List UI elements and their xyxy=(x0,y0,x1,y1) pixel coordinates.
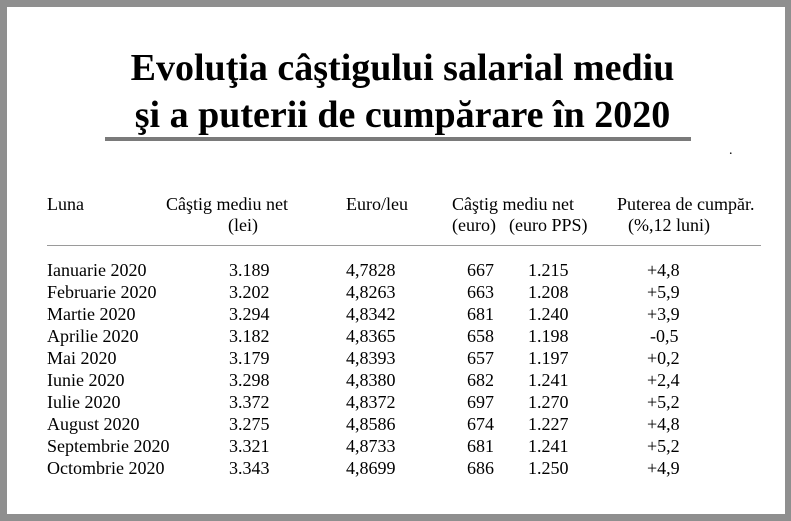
header-putere-clip xyxy=(617,193,760,243)
cell-luna: Februarie 2020 xyxy=(47,282,157,302)
cell-luna: Iulie 2020 xyxy=(47,392,121,412)
cell-lei: 3.372 xyxy=(229,392,270,412)
cell-putere: +2,4 xyxy=(647,370,680,390)
cell-euro-leu: 4,8586 xyxy=(346,414,396,434)
cell-euro-pps: 1.270 xyxy=(528,392,569,412)
title-underline xyxy=(105,137,691,141)
cell-lei: 3.182 xyxy=(229,326,270,346)
cell-putere: +5,9 xyxy=(647,282,680,302)
cell-putere: +3,9 xyxy=(647,304,680,324)
header-luna: Luna xyxy=(47,194,84,214)
cell-euro: 657 xyxy=(467,348,494,368)
cell-euro-pps: 1.198 xyxy=(528,326,569,346)
cell-luna: August 2020 xyxy=(47,414,140,434)
cell-euro-leu: 4,7828 xyxy=(346,260,396,280)
cell-euro: 663 xyxy=(467,282,494,302)
cell-putere: +5,2 xyxy=(647,392,680,412)
cell-euro-leu: 4,8342 xyxy=(346,304,396,324)
cell-lei: 3.343 xyxy=(229,458,270,478)
cell-euro: 697 xyxy=(467,392,494,412)
cell-lei: 3.298 xyxy=(229,370,270,390)
cell-euro: 681 xyxy=(467,304,494,324)
cell-luna: Octombrie 2020 xyxy=(47,458,165,478)
title-line-2: şi a puterii de cumpărare în 2020 xyxy=(134,94,671,136)
cell-euro-pps: 1.241 xyxy=(528,436,569,456)
cell-euro: 681 xyxy=(467,436,494,456)
cell-euro-pps: 1.241 xyxy=(528,370,569,390)
cell-euro: 667 xyxy=(467,260,494,280)
cell-euro: 686 xyxy=(467,458,494,478)
cell-luna: Martie 2020 xyxy=(47,304,136,324)
stray-mark: . xyxy=(729,143,733,158)
cell-euro-leu: 4,8380 xyxy=(346,370,396,390)
cell-luna: Aprilie 2020 xyxy=(47,326,139,346)
cell-euro: 682 xyxy=(467,370,494,390)
title-line-1: Evoluţia câştigului salarial mediu xyxy=(130,47,675,89)
cell-lei: 3.189 xyxy=(229,260,270,280)
header-euro-leu: Euro/leu xyxy=(346,194,408,214)
cell-lei: 3.179 xyxy=(229,348,270,368)
header-putere-line1: Puterea de cumpăr. xyxy=(617,194,755,214)
header-castig-lei-line2: (lei) xyxy=(228,215,258,235)
cell-putere: +0,2 xyxy=(647,348,680,368)
cell-euro-pps: 1.250 xyxy=(528,458,569,478)
cell-euro-pps: 1.208 xyxy=(528,282,569,302)
cell-luna: Mai 2020 xyxy=(47,348,117,368)
header-putere-line2: (%,12 luni) xyxy=(628,215,710,235)
cell-euro-pps: 1.240 xyxy=(528,304,569,324)
cell-euro-pps: 1.227 xyxy=(528,414,569,434)
header-rule xyxy=(47,245,761,246)
cell-putere: +4,8 xyxy=(647,414,680,434)
cell-putere: -0,5 xyxy=(650,326,679,346)
cell-euro-leu: 4,8365 xyxy=(346,326,396,346)
cell-euro-leu: 4,8393 xyxy=(346,348,396,368)
cell-euro-leu: 4,8733 xyxy=(346,436,396,456)
cell-putere: +4,8 xyxy=(647,260,680,280)
cell-euro: 674 xyxy=(467,414,494,434)
cell-euro-leu: 4,8699 xyxy=(346,458,396,478)
cell-euro-pps: 1.215 xyxy=(528,260,569,280)
cell-euro-leu: 4,8263 xyxy=(346,282,396,302)
cell-lei: 3.321 xyxy=(229,436,270,456)
cell-euro-leu: 4,8372 xyxy=(346,392,396,412)
header-castig-euro-line2a: (euro) xyxy=(452,215,496,235)
cell-euro-pps: 1.197 xyxy=(528,348,569,368)
cell-putere: +5,2 xyxy=(647,436,680,456)
cell-lei: 3.275 xyxy=(229,414,270,434)
header-castig-euro-line1: Câştig mediu net xyxy=(452,194,574,214)
page-title xyxy=(7,45,791,139)
header-castig-lei-line1: Câştig mediu net xyxy=(166,194,288,214)
cell-luna: Septembrie 2020 xyxy=(47,436,170,456)
cell-luna: Iunie 2020 xyxy=(47,370,125,390)
cell-putere: +4,9 xyxy=(647,458,680,478)
cell-euro: 658 xyxy=(467,326,494,346)
cell-lei: 3.294 xyxy=(229,304,270,324)
cell-lei: 3.202 xyxy=(229,282,270,302)
header-castig-euro-line2b: (euro PPS) xyxy=(509,215,588,235)
cell-luna: Ianuarie 2020 xyxy=(47,260,147,280)
